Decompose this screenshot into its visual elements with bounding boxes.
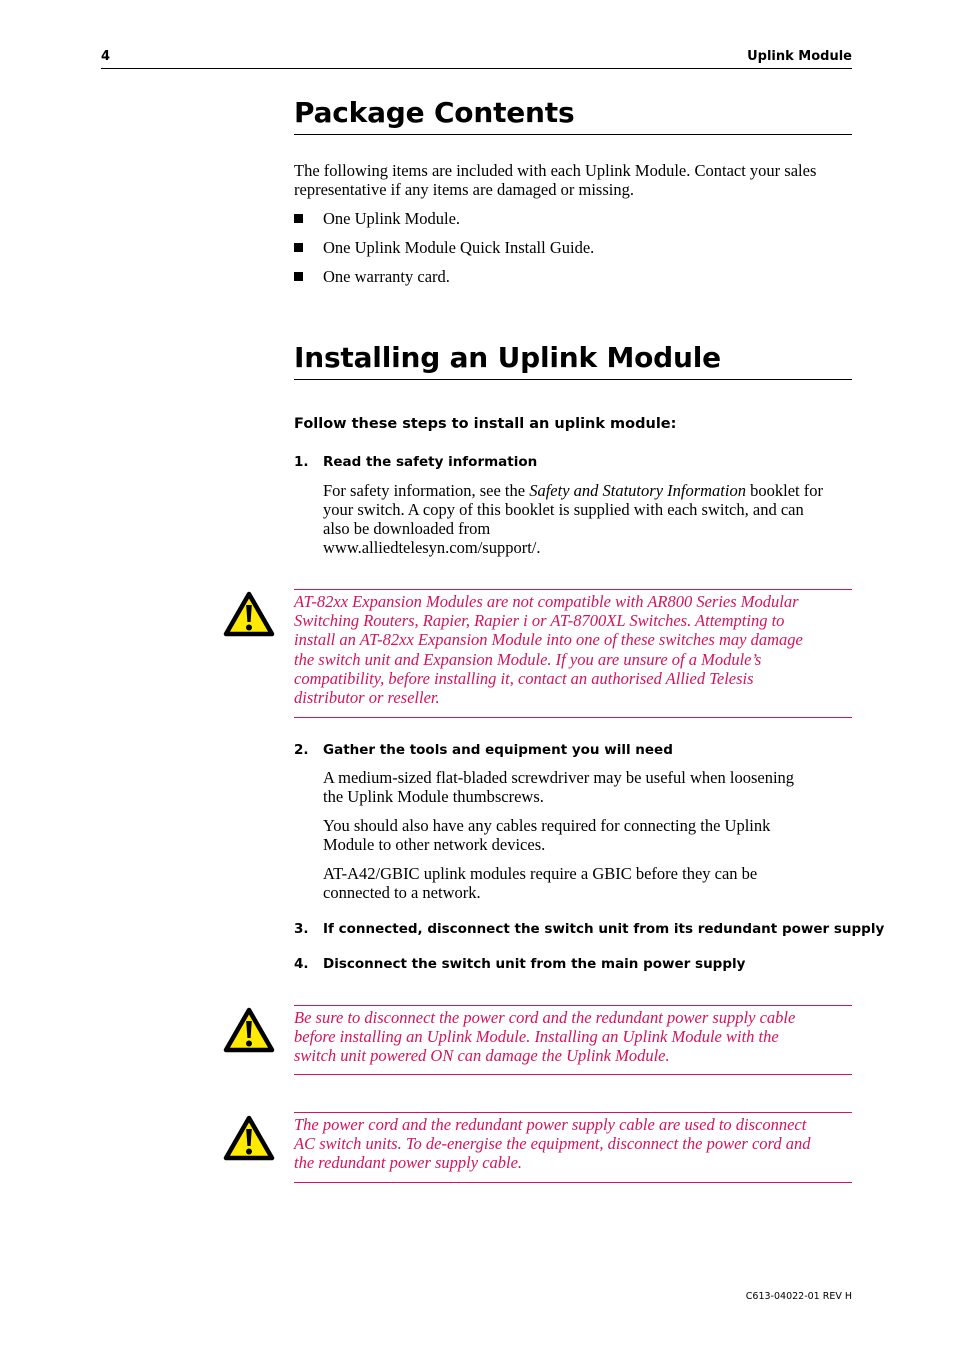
package-intro-line: representative if any items are damaged or missing. xyxy=(294,180,634,199)
step-label: If connected, disconnect the switch unit from its redundant power supply xyxy=(323,921,885,937)
step1-body-line: your switch. A copy of this booklet is supplied with each switch, and can xyxy=(323,500,804,519)
step1-body-line: also be downloaded from xyxy=(323,519,491,538)
warning-line: distributor or reseller. xyxy=(294,688,440,708)
step-number: 2. xyxy=(294,742,309,758)
warning-box xyxy=(294,1005,852,1075)
warning-box xyxy=(294,589,852,718)
package-intro xyxy=(294,161,852,199)
text-run: For safety information, see the xyxy=(323,481,530,500)
warning-line: compatibility, before installing it, contact an authorised Allied Telesis xyxy=(294,668,754,688)
warning-triangle-icon xyxy=(223,1115,275,1161)
list-item-text: One Uplink Module. xyxy=(323,209,461,228)
step2-paragraph xyxy=(323,768,852,806)
step2-line: Module to other network devices. xyxy=(323,835,546,854)
section-title-install: Installing an Uplink Module xyxy=(294,341,852,380)
step-number: 4. xyxy=(294,956,309,972)
step-number: 3. xyxy=(294,921,309,937)
install-lead: Follow these steps to install an uplink module: xyxy=(294,416,677,432)
warning-line: the redundant power supply cable. xyxy=(294,1153,523,1173)
warning-line: The power cord and the redundant power supply cable are used to disconnect xyxy=(294,1115,807,1134)
warning-box xyxy=(294,1112,852,1183)
step2-line: You should also have any cables required for connecting the Uplink xyxy=(323,816,771,835)
bullet-square-icon xyxy=(294,243,303,252)
warning-line: the switch unit and Expansion Module. If you are unsure of a Module’s xyxy=(294,649,762,669)
warning-line: AC switch units. To de-energise the equipment, disconnect the power cord and xyxy=(294,1134,811,1154)
step1-body-line xyxy=(323,481,852,500)
package-intro-line: The following items are included with each Uplink Module. Contact your sales xyxy=(294,161,817,180)
step2-paragraph xyxy=(323,816,852,854)
bullet-square-icon xyxy=(294,272,303,281)
warning-line: before installing an Uplink Module. Installing an Uplink Module with the xyxy=(294,1027,779,1047)
bullet-square-icon xyxy=(294,214,303,223)
warning-line: Switching Routers, Rapier, Rapier i or AT-8700XL Switches. Attempting to xyxy=(294,611,785,631)
list-item-text: One Uplink Module Quick Install Guide. xyxy=(323,238,595,257)
support-url: www.alliedtelesyn.com/support/. xyxy=(323,538,541,557)
step2-line: the Uplink Module thumbscrews. xyxy=(323,787,544,806)
text-run: booklet for xyxy=(745,481,823,500)
warning-triangle-icon xyxy=(223,1007,275,1053)
step2-line: A medium-sized flat-bladed screwdriver may be useful when loosening xyxy=(323,768,795,787)
step1-body xyxy=(323,481,852,557)
warning-line: install an AT-82xx Expansion Module into one of these switches may damage xyxy=(294,630,803,650)
step-number: 1. xyxy=(294,454,309,470)
warning-triangle-icon xyxy=(223,591,275,637)
step-label: Disconnect the switch unit from the main power supply xyxy=(323,956,746,972)
step2-line: AT-A42/GBIC uplink modules require a GBIC before they can be xyxy=(323,864,758,883)
step2-paragraph xyxy=(323,864,852,902)
step2-line: connected to a network. xyxy=(323,883,481,902)
booklet-title: Safety and Statutory Information xyxy=(529,481,746,500)
running-title: Uplink Module xyxy=(747,49,852,64)
list-item-text: One warranty card. xyxy=(323,267,450,286)
step-label: Read the safety information xyxy=(323,454,538,470)
warning-line: switch unit powered ON can damage the Uplink Module. xyxy=(294,1046,670,1066)
page-number: 4 xyxy=(101,49,111,64)
warning-line: AT-82xx Expansion Modules are not compatible with AR800 Series Modular xyxy=(294,592,799,611)
document-id: C613-04022-01 REV H xyxy=(745,1291,852,1302)
warning-line: Be sure to disconnect the power cord and the redundant power supply cable xyxy=(294,1008,796,1027)
section-title-package: Package Contents xyxy=(294,96,852,135)
running-header xyxy=(101,48,852,69)
step-label: Gather the tools and equipment you will need xyxy=(323,742,673,758)
